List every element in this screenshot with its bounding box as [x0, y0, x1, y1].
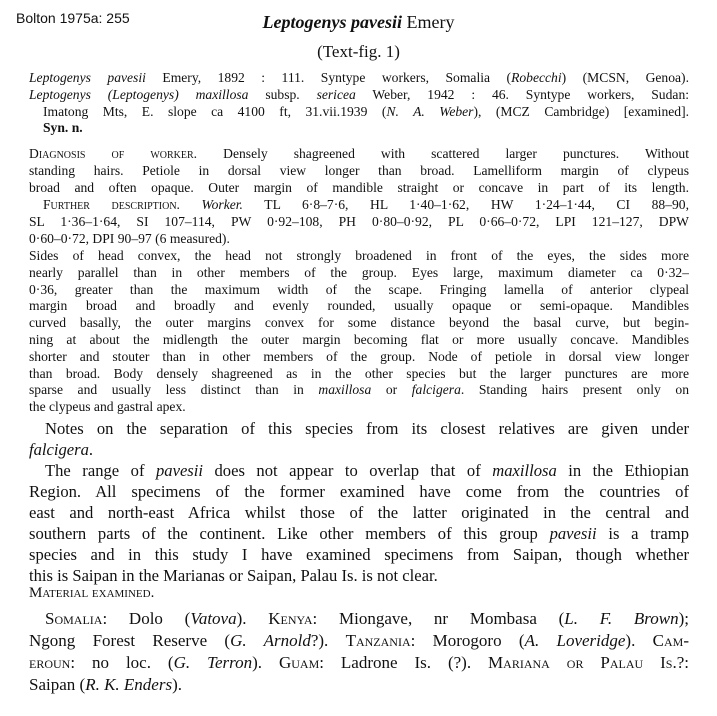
description-text: sparse and usually less distinct than in	[29, 382, 319, 398]
synonymy-text: subsp.	[248, 86, 317, 102]
material-text: : Dolo (	[102, 609, 191, 628]
measurement-line: 0·60–0·72, DPI 90–97 (6 measured).	[29, 230, 230, 246]
collector-name: Robecchi	[511, 70, 562, 85]
section-heading: Further description.	[43, 197, 180, 212]
material-heading	[29, 584, 689, 603]
material-text: ).	[236, 609, 269, 628]
section-heading: Diagnosis of worker.	[29, 146, 198, 161]
country-name: Guam	[278, 653, 320, 672]
synonymy-line	[29, 70, 689, 87]
figure-reference: (Text-fig. 1)	[317, 42, 400, 61]
collector-name: Vatova	[190, 609, 237, 628]
taxon-name: maxillosa	[318, 382, 372, 398]
notes-line	[29, 439, 689, 460]
title-author: Emery	[406, 12, 455, 32]
material-text: ?:	[676, 653, 689, 672]
collector-name: L. F. Brown	[564, 609, 679, 628]
diagnosis-line: broad and often opaque. Outer margin of mandible straight or concave in part of its length.	[29, 179, 689, 195]
synonymy-text: Weber, 1942 : 46. Syntype workers, Sudan:	[355, 86, 689, 102]
material-text: ).	[172, 675, 182, 694]
measurement-line: SL 1·36–1·64, SI 107–114, PW 0·92–108, PH 0·80–0·92, PL 0·66–0·72, LPI 121–127, DPW	[29, 213, 689, 229]
diagnosis-line: standing hairs. Petiole in dorsal view longer than broad. Lamelliform margin of clypeus	[29, 162, 689, 178]
description-line: margin broad and broadly and evenly rounded, usually opaque or semi-opaque. Mandibles	[29, 298, 689, 314]
country-name: eroun	[29, 653, 71, 672]
section-heading: Material examined.	[29, 585, 155, 601]
material-line	[29, 608, 689, 630]
description-text: or	[371, 382, 412, 398]
material-text: : no loc. (	[70, 653, 174, 672]
range-line: this is Saipan in the Marianas or Saipan, Palau Is. is not clear.	[29, 566, 438, 585]
material-line	[29, 630, 689, 652]
country-name: Cam-	[652, 631, 689, 650]
notes-block	[29, 418, 689, 460]
material-text: : Miongave, nr Mombasa (	[312, 609, 565, 628]
title-genus: Leptogenys	[262, 12, 347, 32]
material-text: ?).	[310, 631, 346, 650]
description-line: nearly parallel than in other members of the group. Eyes large, maximum diameter ca 0·32–	[29, 264, 689, 280]
diagnosis-text: Densely shagreened with scattered larger punctures. Without	[197, 146, 689, 161]
synonymy-line	[29, 87, 689, 104]
material-text: ).	[252, 653, 279, 672]
description-line: shorter and stouter than in other members of the group. Node of petiole in dorsal view longer	[29, 348, 689, 364]
range-line	[29, 460, 689, 481]
description-line: 0·36, greater than the maximum width of the scape. Fringing lamella of anterior clypeal	[29, 281, 689, 297]
source-citation: Bolton 1975a: 255	[16, 10, 130, 26]
caste-label: Worker.	[201, 197, 243, 212]
synonymy-text: ), (MCZ Cambridge) [examined].	[473, 103, 689, 119]
collector-name: G. Terron	[173, 653, 253, 672]
description-line: Sides of head convex, the head not strongly broadened in front of the eyes, the sides more	[29, 248, 689, 263]
description-text: . Standing hairs present only on	[460, 382, 689, 398]
material-text: Ngong Forest Reserve (	[29, 631, 231, 650]
description-line: the clypeus and gastral apex.	[29, 399, 186, 415]
diagnosis-line	[29, 146, 689, 163]
range-line	[29, 523, 689, 544]
range-line: Region. All specimens of the former examined have come from the countries of	[29, 482, 689, 501]
taxon-name: sericea	[316, 86, 356, 102]
collector-name: A. Loveridge	[524, 631, 626, 650]
diagnosis-block	[29, 146, 689, 196]
collector-name: R. K. Enders	[85, 675, 173, 694]
further-description-block	[29, 197, 689, 247]
country-name: Tanzania	[345, 631, 411, 650]
material-block	[29, 608, 689, 696]
taxon-name: pavesii	[155, 461, 203, 480]
synonymy-status: Syn. n.	[43, 120, 83, 136]
synonymy-line	[29, 104, 689, 121]
material-text: );	[678, 609, 689, 628]
range-text: does not appear to overlap that of	[203, 461, 493, 480]
title-species: pavesii	[351, 12, 402, 32]
range-line: species and in this study I have examined specimens from Saipan, though whether	[29, 545, 689, 564]
synonymy-text: Emery, 1892 : 111. Syntype workers, Somalia (	[145, 70, 512, 85]
taxon-name: pavesii	[549, 524, 597, 543]
range-text: The range of	[45, 461, 156, 480]
range-text: southern parts of the continent. Like other members of this group	[29, 524, 550, 543]
taxon-name: falcigera	[411, 382, 461, 398]
material-text: ).	[625, 631, 653, 650]
notes-line: Notes on the separation of this species from its closest relatives are given under	[45, 419, 689, 438]
country-name: Mariana or Palau Is.	[488, 653, 677, 672]
range-text: in the Ethiopian	[556, 461, 689, 480]
taxon-name: falcigera	[29, 440, 89, 459]
description-line: curved basally, the outer margins convex for some distance beyond the basal curve, but begin-	[29, 315, 689, 331]
description-block	[29, 248, 689, 416]
species-title	[0, 12, 717, 33]
collector-name: G. Arnold	[230, 631, 311, 650]
collector-name: N. A. Weber	[386, 103, 474, 119]
range-block	[29, 460, 689, 586]
taxon-name: Leptogenys (Leptogenys) maxillosa	[29, 86, 249, 102]
country-name: Kenya	[268, 609, 313, 628]
notes-text: .	[88, 440, 94, 459]
range-text: is a tramp	[596, 524, 689, 543]
description-line	[29, 382, 689, 399]
measurement-text: TL 6·8–7·6, HL 1·40–1·62, HW 1·24–1·44, CI 88–90,	[242, 197, 689, 212]
synonymy-text: Imatong Mts, E. slope ca 4100 ft, 31.vii.1939 (	[43, 103, 387, 119]
material-text: : Ladrone Is. (?).	[319, 653, 489, 672]
synonymy-block	[29, 70, 689, 137]
material-text: : Morogoro (	[410, 631, 525, 650]
material-line	[29, 674, 689, 696]
synonymy-text: ) (MCSN, Genoa).	[561, 70, 689, 85]
taxon-name: maxillosa	[492, 461, 557, 480]
material-text: Saipan (	[29, 675, 86, 694]
measurement-line	[29, 197, 689, 214]
taxon-name: Leptogenys pavesii	[29, 70, 146, 85]
country-name: Somalia	[45, 609, 103, 628]
range-line: east and north-east Africa whilst those of the latter originated in the central and	[29, 503, 689, 522]
description-line: than broad. Body densely shagreened as in the other species but the larger punctures are more	[29, 365, 689, 381]
material-line	[29, 652, 689, 674]
description-line: ning at about the midlength the outer margin becoming flat or more usually concave. Mandibles	[29, 331, 689, 347]
